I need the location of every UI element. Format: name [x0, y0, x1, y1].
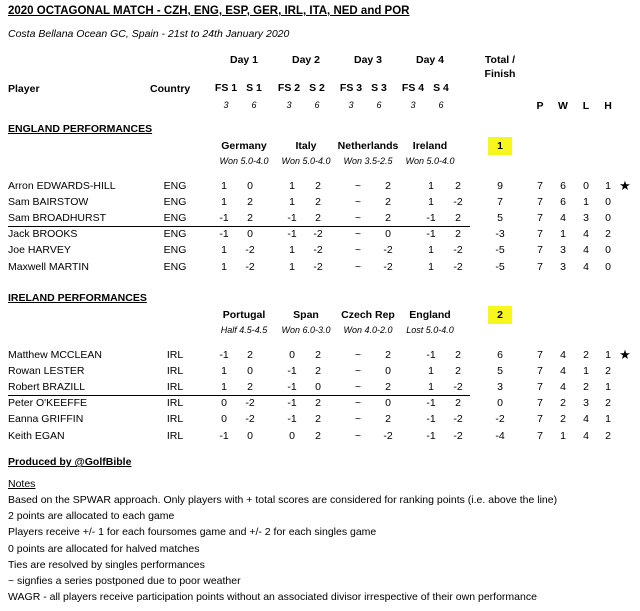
stat-p: 7: [537, 365, 543, 377]
score-cell: -1: [287, 381, 297, 393]
score-cell: 2: [455, 349, 461, 361]
score-cell: 2: [455, 397, 461, 409]
foursomes-header-3: FS 3: [339, 82, 363, 94]
score-cell: ~: [354, 381, 362, 393]
score-cell: ~: [354, 244, 362, 256]
stat-l: 1: [583, 196, 589, 208]
score-cell: 1: [289, 261, 295, 273]
foursomes-points-3: 3: [348, 100, 354, 110]
player-name: Robert BRAZILL: [8, 381, 86, 393]
day-header-1: Day 1: [229, 54, 259, 66]
stat-h: 1: [605, 381, 611, 393]
player-name: Eanna GRIFFIN: [8, 413, 84, 425]
foursomes-header-1: FS 1: [214, 82, 238, 94]
score-cell: -1: [426, 430, 436, 442]
score-cell: 1: [289, 244, 295, 256]
score-cell: 2: [455, 212, 461, 224]
note-line: 0 points are allocated for halved matches: [8, 542, 200, 555]
singles-points-4: 6: [438, 100, 444, 110]
match-result: Won 4.0-2.0: [343, 325, 393, 335]
opponent-name: England: [409, 309, 451, 321]
score-cell: 2: [315, 413, 321, 425]
total-header-line1: Total /: [484, 54, 516, 66]
stat-w: 4: [560, 381, 566, 393]
singles-points-2: 6: [314, 100, 320, 110]
score-cell: ~: [354, 261, 362, 273]
score-cell: 1: [221, 196, 227, 208]
score-cell: -2: [245, 261, 255, 273]
score-cell: -1: [426, 228, 436, 240]
score-cell: -2: [383, 244, 393, 256]
score-cell: 2: [315, 397, 321, 409]
stat-w: 1: [560, 430, 566, 442]
foursomes-header-4: FS 4: [401, 82, 425, 94]
score-cell: 2: [247, 349, 253, 361]
score-cell: -1: [219, 430, 229, 442]
player-total: 3: [497, 381, 503, 393]
section-title: IRELAND PERFORMANCES: [8, 292, 147, 304]
score-cell: 2: [315, 196, 321, 208]
score-cell: 0: [385, 228, 391, 240]
score-cell: 1: [428, 180, 434, 192]
player-country: ENG: [163, 244, 187, 256]
player-total: -3: [495, 228, 505, 240]
score-cell: ~: [354, 349, 362, 361]
player-name: Joe HARVEY: [8, 244, 71, 256]
notes-title: Notes: [8, 478, 36, 490]
player-total: 5: [497, 365, 503, 377]
score-cell: 2: [315, 180, 321, 192]
score-cell: ~: [354, 180, 362, 192]
score-cell: 2: [455, 180, 461, 192]
player-name: Sam BAIRSTOW: [8, 196, 89, 208]
score-cell: 1: [289, 196, 295, 208]
stat-l: 3: [583, 212, 589, 224]
match-result: Won 3.5-2.5: [343, 156, 393, 166]
player-country: ENG: [163, 261, 187, 273]
stat-p: 7: [537, 381, 543, 393]
stat-h: 0: [605, 261, 611, 273]
stat-p: 7: [537, 244, 543, 256]
note-line: Based on the SPWAR approach. Only players with + total scores are considered for ranking points (i.e. above the line): [8, 494, 558, 506]
player-total: 5: [497, 212, 503, 224]
score-cell: -2: [245, 413, 255, 425]
score-cell: 2: [315, 349, 321, 361]
stat-h: 2: [605, 228, 611, 240]
stat-l: 1: [583, 365, 589, 377]
stat-w: 1: [560, 228, 566, 240]
stat-p: 7: [537, 430, 543, 442]
score-cell: 2: [385, 196, 391, 208]
stat-p: 7: [537, 180, 543, 192]
score-cell: -1: [287, 397, 297, 409]
player-name: Sam BROADHURST: [8, 212, 107, 224]
stat-h: 0: [605, 244, 611, 256]
score-cell: -2: [245, 244, 255, 256]
player-column-header: Player: [8, 83, 40, 95]
opponent-name: Span: [293, 309, 319, 321]
stat-l: 4: [583, 244, 589, 256]
stat-l: 4: [583, 261, 589, 273]
player-total: -4: [495, 430, 505, 442]
stat-w: 2: [560, 397, 566, 409]
opponent-name: Germany: [221, 140, 267, 152]
page-title: 2020 OCTAGONAL MATCH - CZH, ENG, ESP, GER, IRL, ITA, NED and POR: [8, 5, 410, 17]
stat-w: 6: [560, 180, 566, 192]
score-cell: 1: [428, 196, 434, 208]
page-subtitle: Costa Bellana Ocean GC, Spain - 21st to 24th January 2020: [8, 28, 290, 40]
score-cell: 2: [247, 212, 253, 224]
player-total: 6: [497, 349, 503, 361]
player-total: 0: [497, 397, 503, 409]
score-cell: 1: [428, 381, 434, 393]
player-name: Keith EGAN: [8, 430, 65, 442]
note-line: 2 points are allocated to each game: [8, 510, 175, 523]
stat-h: 2: [605, 397, 611, 409]
stat-h: 2: [605, 430, 611, 442]
h-column-header: H: [604, 100, 612, 112]
stat-h: 0: [605, 212, 611, 224]
singles-header-4: S 4: [433, 82, 449, 94]
p-column-header: P: [536, 100, 544, 112]
score-cell: 0: [289, 430, 295, 442]
score-cell: -2: [313, 244, 323, 256]
singles-header-3: S 3: [371, 82, 387, 94]
score-cell: 2: [385, 212, 391, 224]
l-column-header: L: [582, 100, 590, 112]
match-result: Won 5.0-4.0: [219, 156, 269, 166]
score-cell: 2: [315, 365, 321, 377]
day-header-2: Day 2: [291, 54, 321, 66]
stat-h: 0: [605, 196, 611, 208]
score-cell: -1: [219, 212, 229, 224]
score-cell: 1: [428, 365, 434, 377]
match-result: Lost 5.0-4.0: [406, 325, 454, 335]
score-cell: 1: [221, 261, 227, 273]
score-cell: 0: [247, 180, 253, 192]
score-cell: -2: [383, 430, 393, 442]
player-total: -5: [495, 244, 505, 256]
player-total: -2: [495, 413, 505, 425]
score-cell: -1: [219, 228, 229, 240]
score-cell: -1: [287, 413, 297, 425]
score-cell: ~: [354, 365, 362, 377]
stat-w: 6: [560, 196, 566, 208]
player-name: Rowan LESTER: [8, 365, 85, 377]
foursomes-points-1: 3: [223, 100, 229, 110]
foursomes-header-2: FS 2: [277, 82, 301, 94]
score-cell: -2: [453, 244, 463, 256]
stat-l: 3: [583, 397, 589, 409]
score-cell: 2: [385, 349, 391, 361]
player-name: Jack BROOKS: [8, 228, 78, 240]
stat-w: 2: [560, 413, 566, 425]
score-cell: 0: [247, 228, 253, 240]
stat-l: 4: [583, 430, 589, 442]
score-cell: ~: [354, 430, 362, 442]
stat-l: 2: [583, 349, 589, 361]
note-line: Ties are resolved by singles performances: [8, 558, 205, 571]
score-cell: -1: [219, 349, 229, 361]
score-cell: 2: [315, 212, 321, 224]
stat-l: 4: [583, 228, 589, 240]
stat-p: 7: [537, 212, 543, 224]
score-cell: -1: [287, 212, 297, 224]
score-cell: 1: [428, 244, 434, 256]
finish-badge: 2: [488, 306, 512, 324]
score-cell: 2: [455, 365, 461, 377]
stat-w: 4: [560, 212, 566, 224]
leader-star-icon: ★: [619, 347, 631, 362]
ranking-cutoff-line: [8, 226, 470, 227]
score-cell: 2: [247, 381, 253, 393]
opponent-name: Netherlands: [337, 140, 399, 152]
player-total: 7: [497, 196, 503, 208]
singles-header-2: S 2: [309, 82, 325, 94]
score-cell: -2: [313, 261, 323, 273]
player-country: IRL: [166, 430, 184, 442]
score-cell: 2: [247, 196, 253, 208]
score-cell: 2: [315, 430, 321, 442]
score-cell: 1: [221, 180, 227, 192]
score-cell: -1: [426, 397, 436, 409]
score-cell: -2: [453, 381, 463, 393]
foursomes-points-2: 3: [286, 100, 292, 110]
score-cell: -2: [245, 397, 255, 409]
player-country: IRL: [166, 381, 184, 393]
score-cell: 1: [221, 244, 227, 256]
match-result: Won 5.0-4.0: [405, 156, 455, 166]
score-cell: -2: [383, 261, 393, 273]
score-cell: 1: [221, 381, 227, 393]
leader-star-icon: ★: [619, 178, 631, 193]
stat-w: 4: [560, 349, 566, 361]
score-cell: 0: [385, 397, 391, 409]
section-title: ENGLAND PERFORMANCES: [8, 123, 153, 135]
stat-p: 7: [537, 261, 543, 273]
produced-by: Produced by @GolfBible: [8, 456, 132, 468]
note-line: WAGR - all players receive participation points without an associated divisor irrespective of their own performance: [8, 591, 537, 604]
ranking-cutoff-line: [8, 395, 470, 396]
stat-w: 3: [560, 261, 566, 273]
stat-h: 1: [605, 413, 611, 425]
opponent-name: Portugal: [222, 309, 266, 321]
score-cell: ~: [354, 397, 362, 409]
score-cell: -1: [287, 228, 297, 240]
score-cell: 2: [385, 180, 391, 192]
stat-l: 4: [583, 413, 589, 425]
score-cell: 1: [428, 261, 434, 273]
player-country: ENG: [163, 180, 187, 192]
score-cell: 2: [385, 413, 391, 425]
opponent-name: Italy: [295, 140, 317, 152]
score-cell: ~: [354, 212, 362, 224]
stat-p: 7: [537, 349, 543, 361]
finish-badge: 1: [488, 137, 512, 155]
score-cell: 2: [455, 228, 461, 240]
w-column-header: W: [558, 100, 568, 112]
score-cell: -1: [287, 365, 297, 377]
score-cell: 0: [247, 365, 253, 377]
score-cell: 0: [289, 349, 295, 361]
opponent-name: Czech Rep: [341, 309, 395, 321]
stat-h: 1: [605, 180, 611, 192]
match-result: Won 5.0-4.0: [281, 156, 331, 166]
singles-header-1: S 1: [246, 82, 262, 94]
player-country: IRL: [166, 365, 184, 377]
singles-points-1: 6: [251, 100, 257, 110]
stat-p: 7: [537, 397, 543, 409]
player-country: ENG: [163, 212, 187, 224]
player-country: ENG: [163, 228, 187, 240]
singles-points-3: 6: [376, 100, 382, 110]
score-cell: ~: [354, 413, 362, 425]
score-cell: -2: [453, 261, 463, 273]
score-cell: -2: [453, 196, 463, 208]
day-header-3: Day 3: [353, 54, 383, 66]
opponent-name: Ireland: [412, 140, 448, 152]
score-cell: ~: [354, 196, 362, 208]
stat-h: 1: [605, 349, 611, 361]
player-total: 9: [497, 180, 503, 192]
score-cell: -2: [453, 430, 463, 442]
player-name: Maxwell MARTIN: [8, 261, 89, 273]
stat-l: 0: [583, 180, 589, 192]
stat-p: 7: [537, 413, 543, 425]
player-name: Matthew MCCLEAN: [8, 349, 102, 361]
player-name: Arron EDWARDS-HILL: [8, 180, 116, 192]
note-line: Players receive +/- 1 for each foursomes game and +/- 2 for each singles game: [8, 526, 377, 539]
day-header-4: Day 4: [415, 54, 445, 66]
match-result: Half 4.5-4.5: [220, 325, 268, 335]
country-column-header: Country: [150, 83, 191, 95]
foursomes-points-4: 3: [410, 100, 416, 110]
score-cell: 0: [221, 397, 227, 409]
score-cell: 2: [385, 381, 391, 393]
stat-w: 3: [560, 244, 566, 256]
player-total: -5: [495, 261, 505, 273]
score-cell: 0: [315, 381, 321, 393]
note-line: ~ signfies a series postponed due to poor weather: [8, 575, 241, 587]
score-cell: -1: [426, 349, 436, 361]
stat-p: 7: [537, 196, 543, 208]
score-cell: 0: [385, 365, 391, 377]
score-cell: 0: [247, 430, 253, 442]
total-header-line2: Finish: [484, 68, 516, 80]
score-cell: 1: [289, 180, 295, 192]
stat-l: 2: [583, 381, 589, 393]
player-country: IRL: [166, 413, 184, 425]
score-cell: 0: [221, 413, 227, 425]
match-result: Won 6.0-3.0: [281, 325, 331, 335]
player-name: Peter O'KEEFFE: [8, 397, 88, 409]
stat-w: 4: [560, 365, 566, 377]
score-cell: -1: [426, 413, 436, 425]
score-cell: ~: [354, 228, 362, 240]
score-cell: -2: [453, 413, 463, 425]
player-country: IRL: [166, 397, 184, 409]
score-cell: -2: [313, 228, 323, 240]
player-country: IRL: [166, 349, 184, 361]
score-cell: 1: [221, 365, 227, 377]
stat-p: 7: [537, 228, 543, 240]
score-cell: -1: [426, 212, 436, 224]
stat-h: 2: [605, 365, 611, 377]
player-country: ENG: [163, 196, 187, 208]
